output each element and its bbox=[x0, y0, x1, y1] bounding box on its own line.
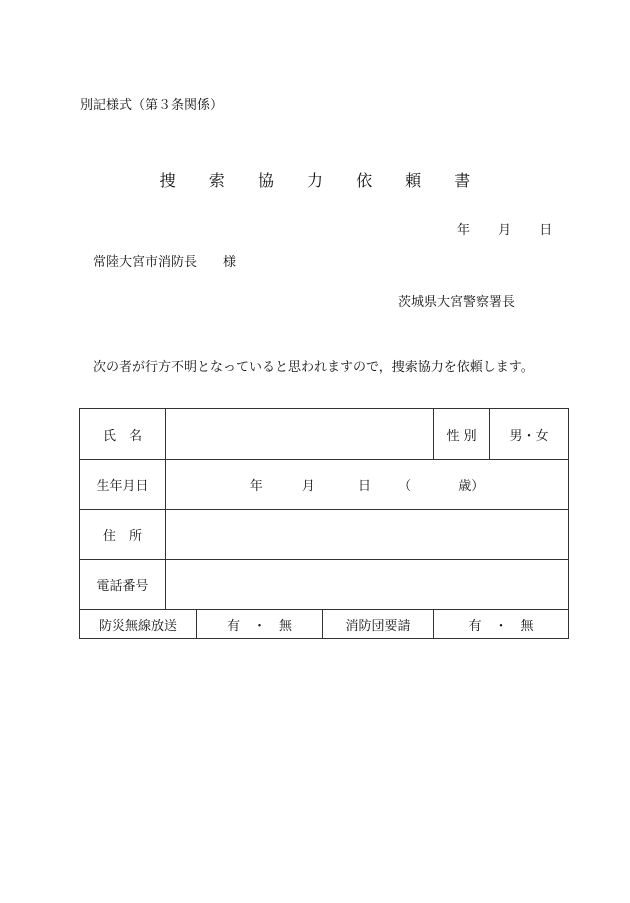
request-form-table bbox=[79, 408, 569, 639]
sex-label: 性 別 bbox=[434, 409, 490, 460]
name-row bbox=[80, 409, 569, 460]
phone-label: 電話番号 bbox=[80, 560, 166, 610]
date-line: 年 月 日 bbox=[457, 223, 553, 238]
form-label: 別記様式（第３条関係） bbox=[80, 98, 224, 113]
fire-corps-label: 消防団要請 bbox=[323, 610, 434, 639]
dob-year: 年 bbox=[249, 479, 263, 494]
name-field[interactable] bbox=[166, 409, 434, 460]
sex-options[interactable]: 男・女 bbox=[490, 409, 569, 460]
dob-row bbox=[80, 460, 569, 510]
dob-label: 生年月日 bbox=[80, 460, 166, 510]
sender: 茨城県大宮警察署長 bbox=[398, 295, 516, 310]
phone-row bbox=[80, 560, 569, 610]
document-title: 捜 索 協 力 依 頼 書 bbox=[159, 171, 485, 190]
address-label: 住 所 bbox=[80, 510, 166, 560]
fire-corps-options[interactable]: 有 ・ 無 bbox=[434, 610, 569, 639]
name-label: 氏 名 bbox=[80, 409, 166, 460]
address-field[interactable] bbox=[166, 510, 569, 560]
body-text: 次の者が行方不明となっていると思われますので，捜索協力を依頼します。 bbox=[93, 360, 534, 375]
recipient: 常陸大宮市消防長 様 bbox=[93, 255, 237, 270]
dob-open-paren: （ bbox=[398, 479, 412, 494]
phone-field[interactable] bbox=[166, 560, 569, 610]
options-row bbox=[80, 610, 569, 639]
broadcast-options[interactable]: 有 ・ 無 bbox=[197, 610, 323, 639]
address-row bbox=[80, 510, 569, 560]
broadcast-label: 防災無線放送 bbox=[80, 610, 197, 639]
dob-field[interactable] bbox=[166, 460, 569, 510]
dob-age: 歳） bbox=[458, 479, 485, 494]
dob-month: 月 bbox=[301, 479, 315, 494]
dob-day: 日 bbox=[358, 479, 372, 494]
